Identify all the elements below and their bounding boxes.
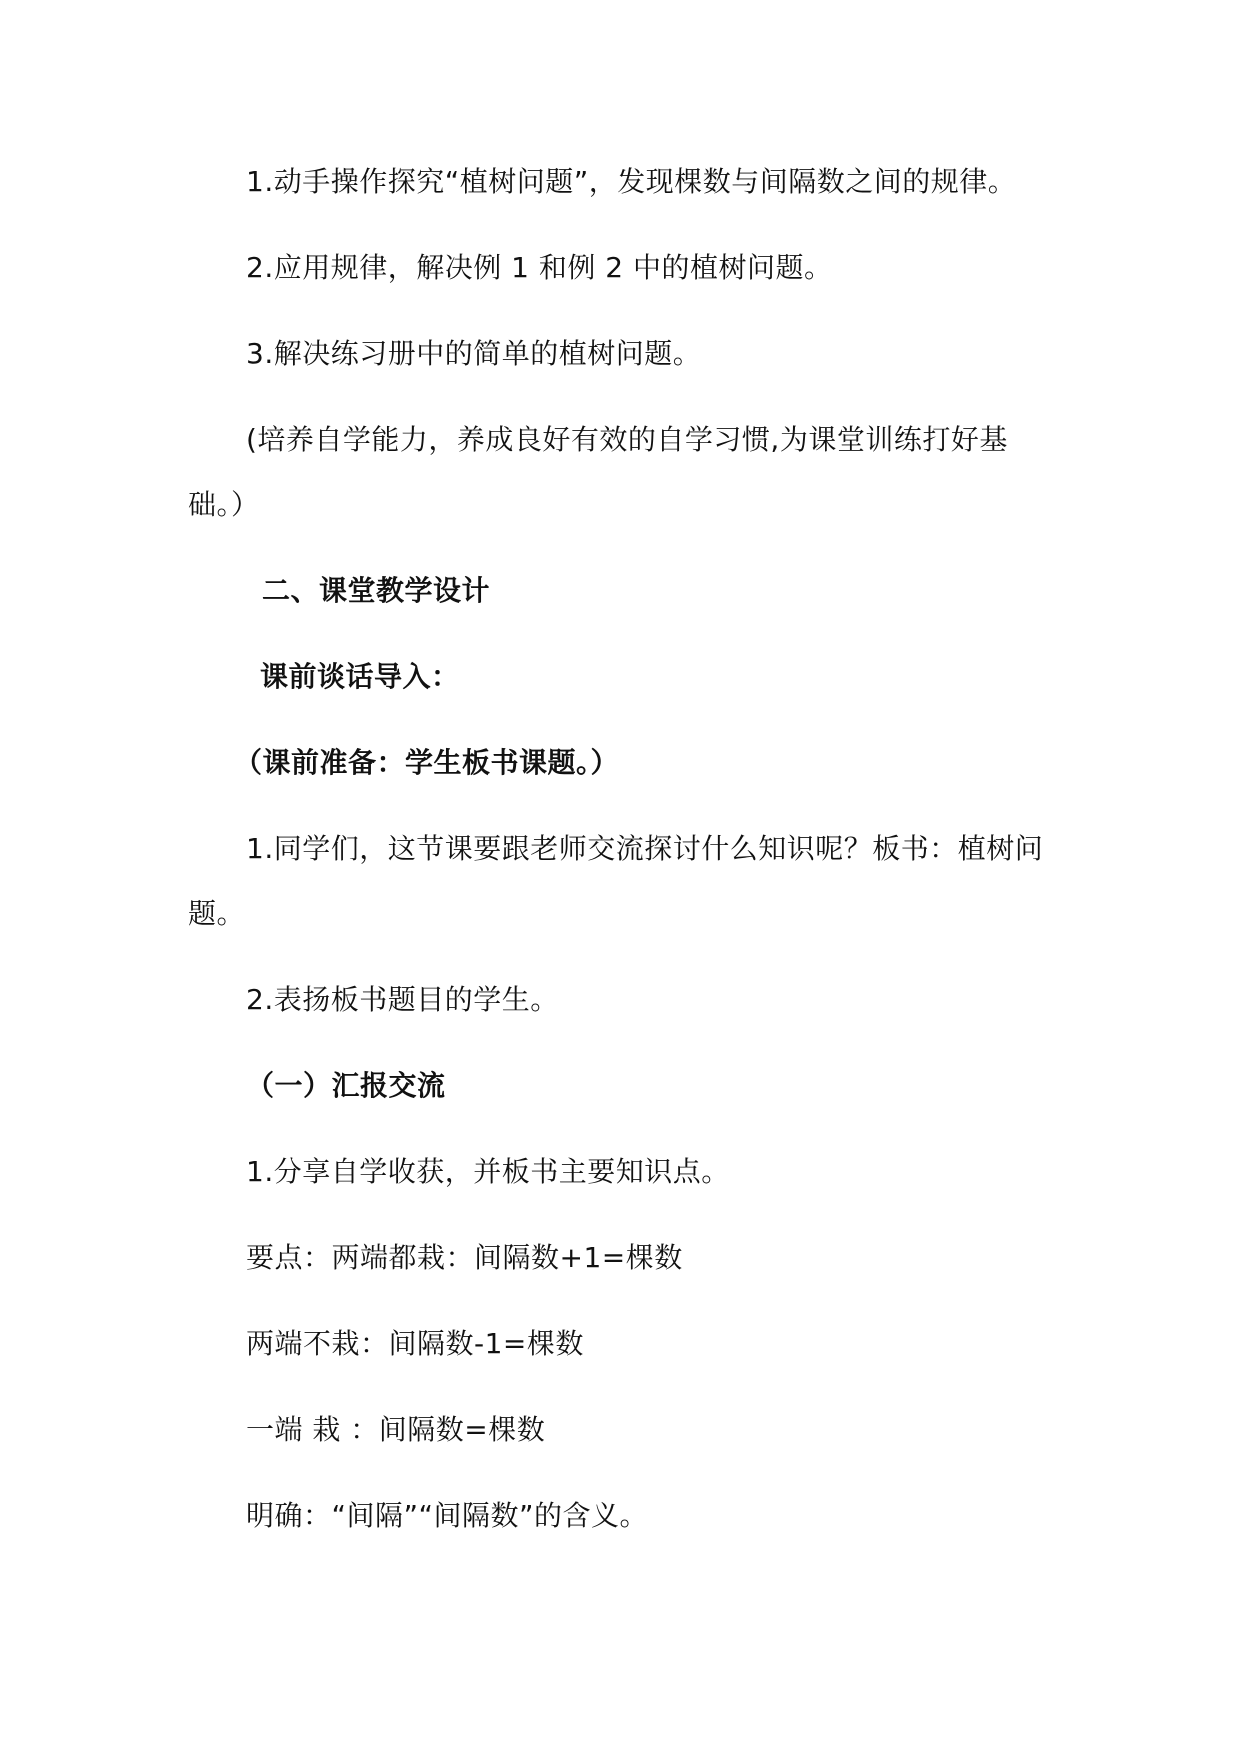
intro-step-1-line-2: 题。 [188,897,246,930]
purpose-text-line-1: (培养自学能力，养成良好有效的自学习惯,为课堂训练打好基 [246,423,1008,456]
key-point-no-ends: 两端不栽：间隔数-1=棵数 [246,1327,584,1360]
report-step-1-text: 1.分享自学收获，并板书主要知识点。 [246,1155,730,1188]
subheading-report-exchange: （一）汇报交流 [246,1069,446,1102]
section-heading-classroom-design: 二、课堂教学设计 [262,574,491,607]
purpose-text-line-2: 础。） [188,488,260,521]
subheading-pre-class-talk: 课前谈话导入： [260,660,460,693]
key-point-both-ends: 要点：两端都栽：间隔数+1=棵数 [246,1241,683,1274]
intro-step-2-text: 2.表扬板书题目的学生。 [246,983,559,1016]
intro-step-1-line-1: 1.同学们，这节课要跟老师交流探讨什么知识呢？板书：植树问 [246,832,1044,865]
objective-2-text: 2.应用规律，解决例 1 和例 2 中的植树问题。 [246,251,833,284]
pre-class-preparation-text: （课前准备：学生板书课题。） [234,746,620,779]
clarify-interval-text: 明确：“间隔”“间隔数”的含义。 [246,1499,649,1532]
key-point-one-end: 一端 栽 ：间隔数=棵数 [246,1413,546,1446]
objective-3-text: 3.解决练习册中的简单的植树问题。 [246,337,702,370]
objective-1-text: 1.动手操作探究“植树问题”，发现棵数与间隔数之间的规律。 [246,165,1017,198]
